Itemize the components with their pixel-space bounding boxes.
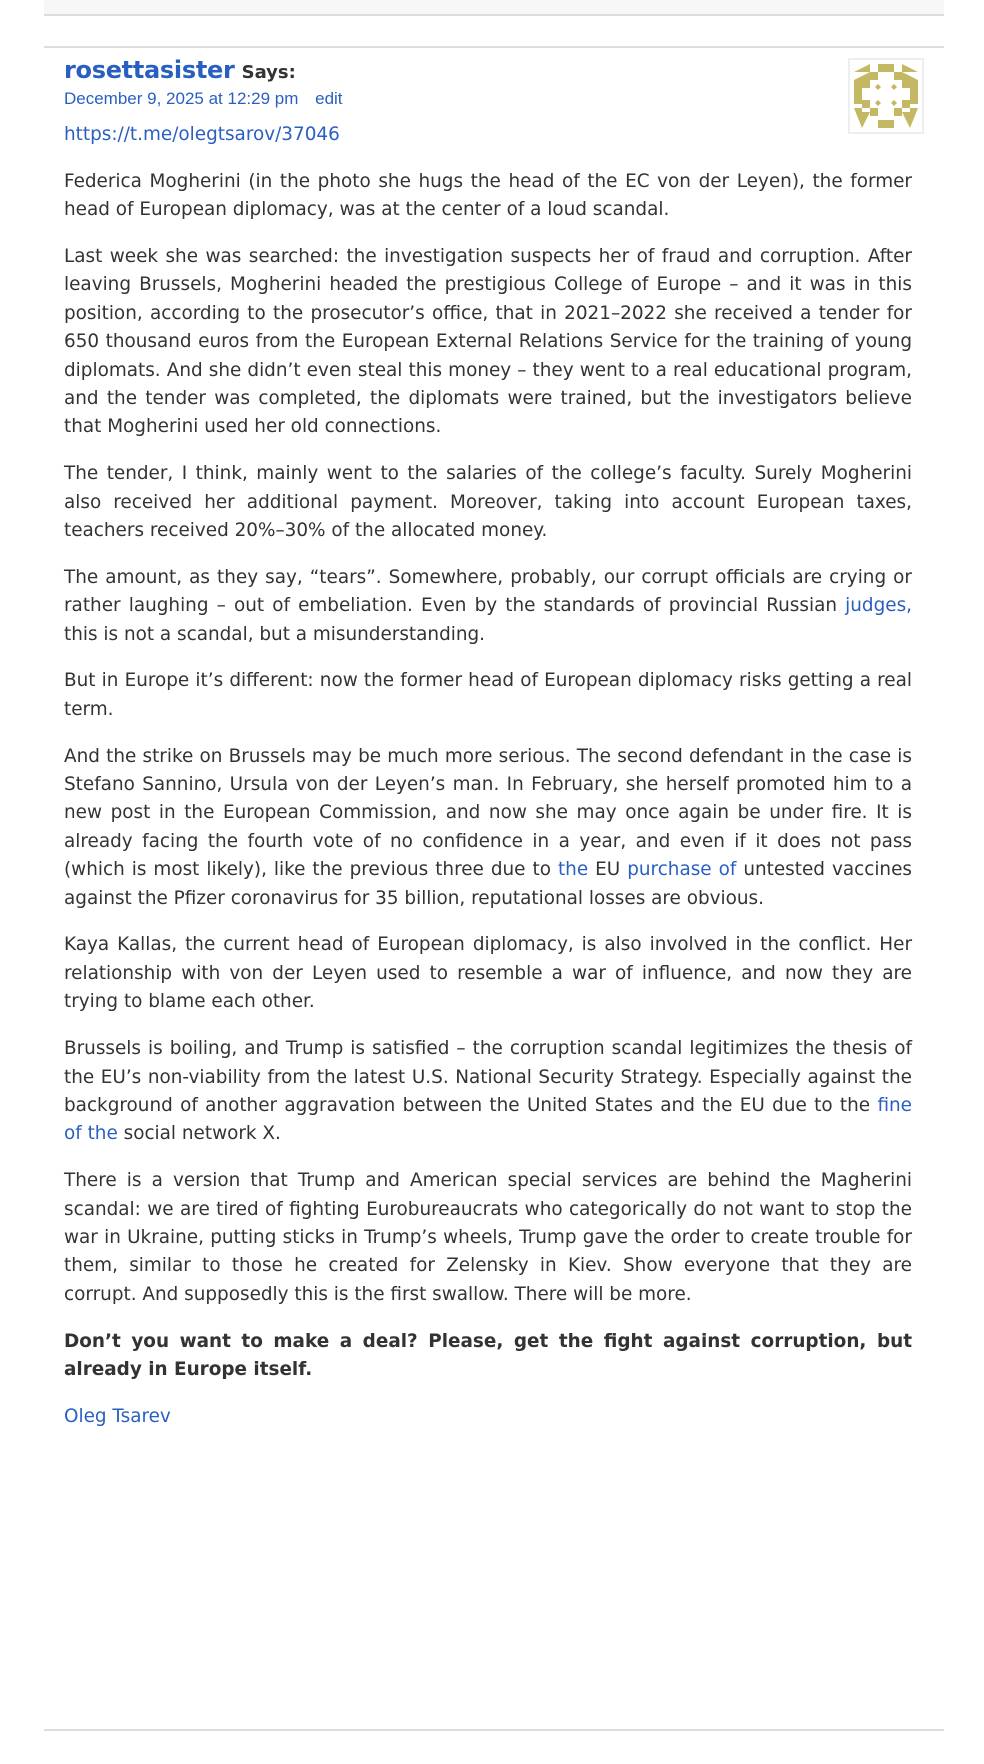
author-line xyxy=(64,56,296,84)
bold-closing-text: Don’t you want to make a deal? Please, get the fight against corruption, but already in Europe itself. xyxy=(64,1330,912,1380)
paragraph-8-text-start: Brussels is boiling, and Trump is satisfied – the corruption scandal legitimizes the thesis of the EU’s non-viability from the latest U.S. National Security Strategy. Especially against the background of another aggravation between the United States and the EU due to the xyxy=(64,1038,912,1116)
paragraph-6-text-start: And the strike on Brussels may be much more serious. The second defendant in the case is Stefano Sannino, Ursula von der Leyen’s man. In February, she herself promoted him to a new post in the European Commission, and now she may once again be under fire. It is already facing the fourth vote of no confidence in a year, and even if it does not pass (which is most likely), like the previous three due to xyxy=(64,745,912,881)
source-link[interactable]: https://t.me/olegtsarov/37046 xyxy=(64,124,340,145)
edit-link[interactable]: edit xyxy=(315,89,343,108)
judges-link[interactable]: judges, xyxy=(845,595,912,617)
paragraph-2: Last week she was searched: the investigation suspects her of fraud and corruption. After leaving Brussels, Mogherini headed the prestigious College of Europe – and it was in this position, according to the prosecutor’s office, that in 2021–2022 she received a tender for 650 thousand euros from the European External Relations Service for the training of young diplomats. And she didn’t even steal this money – they went to a real educational program, and the tender was completed, the diplomats were trained, but the investigators believe that Mogherini used her old connections. xyxy=(64,246,912,438)
identicon-avatar-icon xyxy=(854,64,918,128)
fine-of-the-link[interactable]: fine of the xyxy=(64,1094,912,1145)
source-paragraph xyxy=(64,121,912,149)
paragraph-5: But in Europe it’s different: now the former head of European diplomacy risks getting a real term. xyxy=(64,670,912,720)
comment-date-link[interactable]: December 9, 2025 at 12:29 pm xyxy=(64,89,299,108)
signature-paragraph xyxy=(64,1403,912,1431)
paragraph-6 xyxy=(64,743,912,913)
signature-link[interactable]: Oleg Tsarev xyxy=(64,1405,171,1427)
paragraph-7: Kaya Kallas, the current head of European diplomacy, is also involved in the conflict. Her relationship with von der Leyen used to resemble a war of influence, and now they are trying to blame each other. xyxy=(64,934,912,1013)
comment xyxy=(44,46,944,1731)
paragraph-10 xyxy=(64,1328,912,1385)
author-name-link[interactable]: rosettasister xyxy=(64,56,235,84)
paragraph-9: There is a version that Trump and American special services are behind the Magherini scandal: we are tired of fighting Eurobureaucrats who categorically do not want to stop the war in Ukraine, putting sticks in Trump’s wheels, Trump gave the order to create trouble for them, similar to those he created for Zelensky in Kiev. Show everyone that they are corrupt. And supposedly this is the first swallow. There will be more. xyxy=(64,1170,912,1305)
paragraph-4-text-start: The amount, as they say, “tears”. Somewhere, probably, our corrupt officials are crying or rather laughing – out of embeliation. Even by the standards of provincial Russian xyxy=(64,566,912,617)
comment-meta xyxy=(64,89,343,109)
the-link[interactable]: the xyxy=(557,859,589,881)
paragraph-6-text-middle: EU xyxy=(588,859,628,881)
paragraph-6-text-end: untested vaccines against the Pfizer coronavirus for 35 billion, reputational losses are obvious. xyxy=(64,859,912,909)
previous-comment-footer xyxy=(44,0,944,16)
paragraph-4 xyxy=(64,564,912,649)
paragraph-1: Federica Mogherini (in the photo she hugs the head of the EC von der Leyen), the former head of European diplomacy, was at the center of a loud scandal. xyxy=(64,170,912,221)
paragraph-8 xyxy=(64,1035,912,1149)
paragraph-3: The tender, I think, mainly went to the salaries of the college’s faculty. Surely Mogherini also received her additional payment. Moreover, taking into account European taxes, teachers received 20%–30% of the allocated money. xyxy=(64,463,912,542)
says-label: Says: xyxy=(241,62,296,83)
comment-body xyxy=(64,121,912,1450)
paragraph-8-text-end: social network X. xyxy=(117,1123,281,1145)
purchase-of-link[interactable]: purchase of xyxy=(627,859,737,881)
paragraph-4-text-end: this is not a scandal, but a misunderstanding. xyxy=(64,623,486,645)
